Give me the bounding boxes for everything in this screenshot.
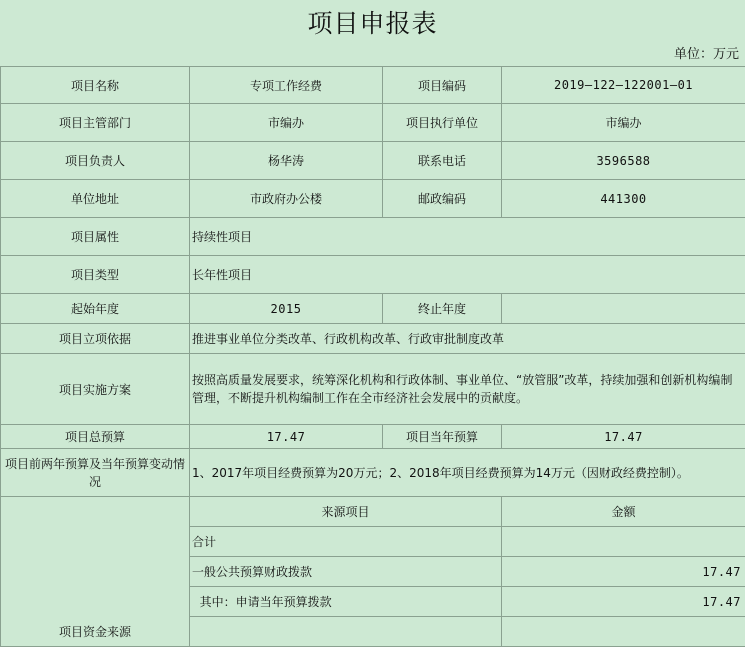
value-project-name[interactable]: 专项工作经费: [190, 67, 383, 104]
funding-amount-general-budget[interactable]: 17.47: [502, 557, 745, 587]
row-years: [1, 294, 745, 324]
row-project-name: [1, 67, 745, 104]
label-end-year: 终止年度: [383, 294, 502, 324]
value-end-year[interactable]: [502, 294, 745, 324]
value-basis[interactable]: 推进事业单位分类改革、行政机构改革、行政审批制度改革: [190, 324, 745, 354]
label-plan: 项目实施方案: [1, 354, 190, 425]
label-project-owner: 项目负责人: [1, 142, 190, 180]
row-funding-header: [1, 497, 745, 527]
row-address: [1, 180, 745, 218]
value-type[interactable]: 长年性项目: [190, 256, 745, 294]
label-basis: 项目立项依据: [1, 324, 190, 354]
funding-source-general-budget: 一般公共预算财政拨款: [190, 557, 502, 587]
label-address: 单位地址: [1, 180, 190, 218]
row-department: [1, 104, 745, 142]
label-funding-source: 项目资金来源: [1, 497, 190, 647]
unit-label: 单位：万元: [674, 44, 739, 66]
label-project-name: 项目名称: [1, 67, 190, 104]
funding-source-total: 合计: [190, 527, 502, 557]
funding-amount-blank[interactable]: [502, 617, 745, 647]
value-phone[interactable]: 3596588: [502, 142, 745, 180]
funding-source-blank: [190, 617, 502, 647]
funding-amount-current-year[interactable]: 17.47: [502, 587, 745, 617]
row-type: [1, 256, 745, 294]
value-history[interactable]: 1、2017年项目经费预算为20万元；2、2018年项目经费预算为14万元（因财政经费控制）。: [190, 449, 745, 497]
label-postcode: 邮政编码: [383, 180, 502, 218]
row-history: [1, 449, 745, 497]
row-plan: [1, 354, 745, 425]
header-source-item: 来源项目: [190, 497, 502, 527]
value-executing-unit[interactable]: 市编办: [502, 104, 745, 142]
value-postcode[interactable]: 441300: [502, 180, 745, 218]
label-attribute: 项目属性: [1, 218, 190, 256]
value-plan[interactable]: 按照高质量发展要求，统筹深化机构和行政体制、事业单位、“放管服”改革，持续加强和创新机构编制管理，不断提升机构编制工作在全市经济社会发展中的贡献度。: [190, 354, 745, 425]
row-basis: [1, 324, 745, 354]
value-current-budget[interactable]: 17.47: [502, 425, 745, 449]
application-table: [0, 66, 745, 647]
value-project-owner[interactable]: 杨华涛: [190, 142, 383, 180]
value-attribute[interactable]: 持续性项目: [190, 218, 745, 256]
row-budget: [1, 425, 745, 449]
header-amount: 金额: [502, 497, 745, 527]
label-project-code: 项目编码: [383, 67, 502, 104]
label-type: 项目类型: [1, 256, 190, 294]
funding-source-current-year: 其中：申请当年预算拨款: [190, 587, 502, 617]
label-total-budget: 项目总预算: [1, 425, 190, 449]
row-attribute: [1, 218, 745, 256]
label-history: 项目前两年预算及当年预算变动情况: [1, 449, 190, 497]
label-phone: 联系电话: [383, 142, 502, 180]
value-start-year[interactable]: 2015: [190, 294, 383, 324]
value-address[interactable]: 市政府办公楼: [190, 180, 383, 218]
funding-amount-total[interactable]: [502, 527, 745, 557]
label-managing-dept: 项目主管部门: [1, 104, 190, 142]
label-start-year: 起始年度: [1, 294, 190, 324]
value-project-code[interactable]: 2019—122—122001—01: [502, 67, 745, 104]
sheet-title: 项目申报表: [0, 0, 745, 44]
value-total-budget[interactable]: 17.47: [190, 425, 383, 449]
label-executing-unit: 项目执行单位: [383, 104, 502, 142]
row-owner: [1, 142, 745, 180]
value-managing-dept[interactable]: 市编办: [190, 104, 383, 142]
label-current-budget: 项目当年预算: [383, 425, 502, 449]
